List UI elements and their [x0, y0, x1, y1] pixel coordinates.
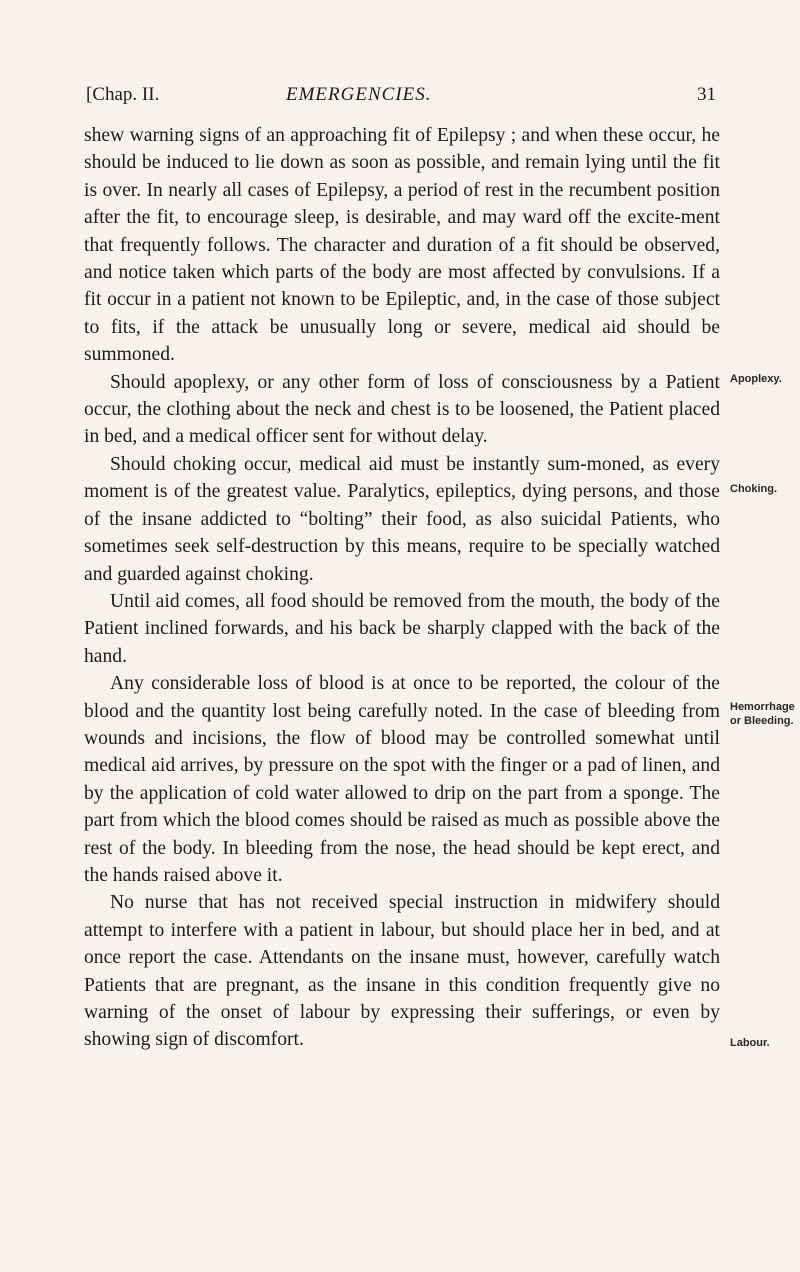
paragraph-labour: No nurse that has not received special instruction in midwifery should attempt to interfere with a patient in labour, but should place her in bed, and at once report the case. Attendants on the insane must, however, carefully watch Patients that are pregnant, as the insane in this condition frequently give no warning of the onset of labour by expressing their sufferings, or even by showing sign of discomfort.: [84, 892, 720, 1051]
paragraph-epilepsy: shew warning signs of an approaching fit of Epilepsy ; and when these occur, he should be induced to lie down as soon as possible, and remain lying until the fit is over. In nearly all cases of Epilepsy, a period of rest in the recumbent position after the fit, to encourage sleep, is desirable, and may ward off the excite-ment that frequently follows. The character and duration of a fit should be observed, and notice taken which parts of the body are most affected by convulsions. If a fit occur in a patient not known to be Epileptic, and, in the case of those subject to fits, if the attack be unusually long or severe, medical aid should be summoned.: [84, 125, 720, 366]
paragraph-aid: Until aid comes, all food should be removed from the mouth, the body of the Patient inclined forwards, and his back be sharply clapped with the back of the hand.: [84, 590, 720, 667]
chapter-label: [Chap. II.: [86, 84, 160, 105]
paragraph-hemorrhage: Any considerable loss of blood is at once to be reported, the colour of the blood and the quantity lost being carefully noted. In the case of bleeding from wounds and incisions, the flow of blood may be controlled somewhat until medical aid arrives, by pressure on the spot with the finger or a pad of linen, and by the application of cold water allowed to drip on the part from a sponge. The part from which the blood comes should be raised as much as possible above the rest of the body. In bleeding from the nose, the head should be kept erect, and the hands raised above it.: [84, 673, 720, 886]
paragraph-apoplexy: Should apoplexy, or any other form of loss of consciousness by a Patient occur, the clothing about the neck and chest is to be loosened, the Patient placed in bed, and a medical officer sent for without delay.: [84, 371, 720, 448]
body-text: [84, 122, 720, 1054]
running-header: [86, 84, 716, 110]
sidenote-apoplexy: Apoplexy.: [730, 373, 782, 385]
page-number: 31: [697, 84, 716, 105]
paragraph-choking: Should choking occur, medical aid must be instantly sum-moned, as every moment is of the greatest value. Paralytics, epileptics, dying persons, and those of the insane addicted to “bolting” their food, as also suicidal Patients, who sometimes seek self-destruction by this means, require to be specially watched and guarded against choking.: [84, 453, 720, 585]
sidenote-labour: Labour.: [730, 1037, 770, 1049]
sidenote-choking: Choking.: [730, 483, 778, 495]
sidenote-hemorrhage: Hemorrhage or Bleeding.: [730, 701, 795, 727]
running-title: EMERGENCIES.: [286, 84, 432, 105]
